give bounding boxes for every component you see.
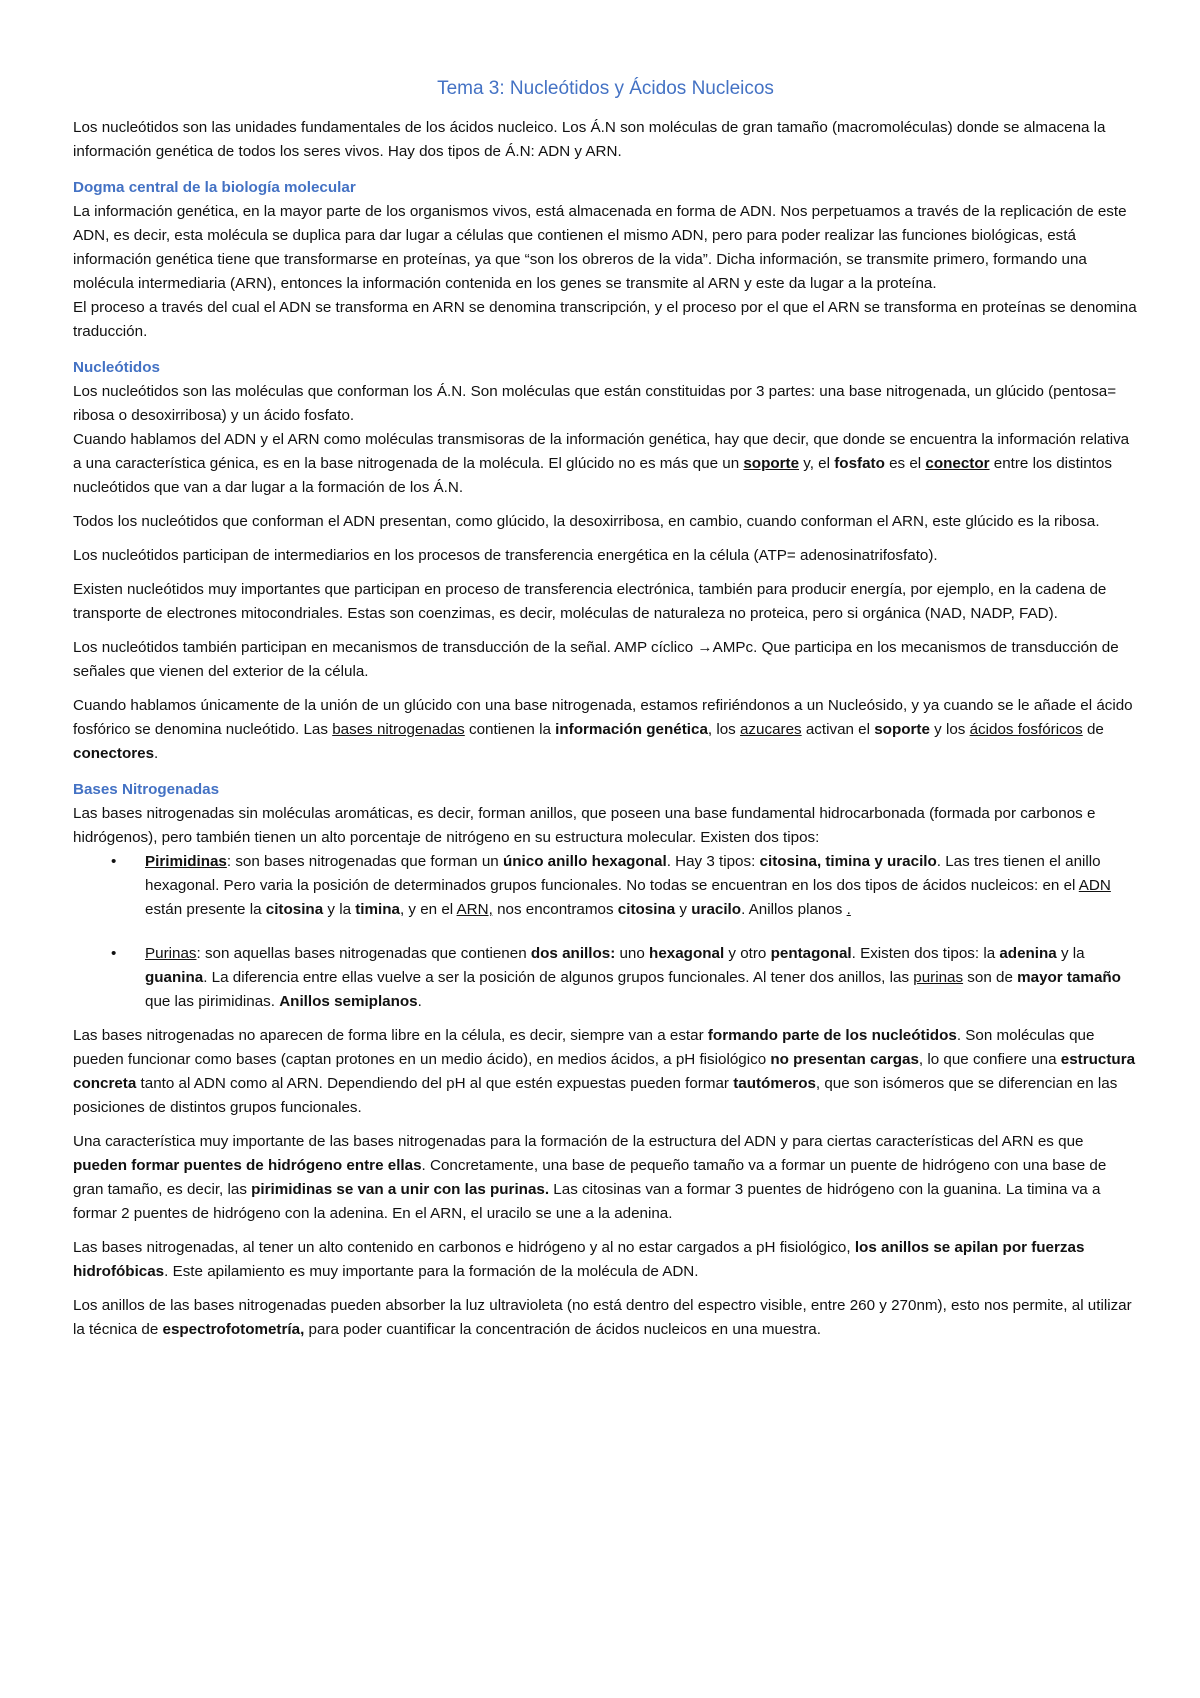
nucleotidos-paragraph-1: Los nucleótidos son las moléculas que conforman los Á.N. Son moléculas que están constituidas por 3 partes: una base nitrogenada, un glúcido (pentosa= ribosa o desoxirribosa) y un ácido fosfato. [73,383,1117,424]
bases-paragraph-2: Las bases nitrogenadas no aparecen de forma libre en la célula, es decir, siempre van a estar formando parte de los nucleótidos. Son moléculas que pueden funcionar como bases (captan protones en un medio ácido), en medios ácidos, a pH fisiológico no presentan cargas, lo que confiere una estructura concreta tanto al ADN como al ARN. Dependiendo del pH al que estén expuestas pueden formar tautómeros, que son isómeros que se diferencian en las posiciones de distintos grupos funcionales. [73,1027,1136,1116]
section-nucleotidos [73,356,1138,766]
dogma-paragraph-1: La información genética, en la mayor parte de los organismos vivos, está almacenada en forma de ADN. Nos perpetuamos a través de la replicación de este ADN, es decir, esta molécula se duplica para dar lugar a células que contienen el mismo ADN, pero para poder realizar las funciones biológicas, está información genética tiene que transformarse en proteínas, ya que “son los obreros de la vida”. Dicha información, se transmite primero, formando una molécula intermediaria (ARN), entonces la información contenida en los genes se transmite al ARN y este da lugar a la proteína. [73,203,1127,292]
bases-paragraph-4: Las bases nitrogenadas, al tener un alto contenido en carbonos e hidrógeno y al no estar cargados a pH fisiológico, los anillos se apilan por fuerzas hidrofóbicas. Este apilamiento es muy importante para la formación de la molécula de ADN. [73,1239,1085,1280]
bases-types-list [73,850,1138,1014]
heading-nucleotidos: Nucleótidos [73,359,160,376]
nucleotidos-paragraph-4: Los nucleótidos participan de intermediarios en los procesos de transferencia energética en la célula (ATP= adenosinatrifosfato). [73,547,938,564]
bullet-icon: • [111,853,117,870]
nucleotidos-paragraph-5: Existen nucleótidos muy importantes que participan en proceso de transferencia electrónica, también para producir energía, por ejemplo, en la cadena de transporte de electrones mitocondriales. Estas son coenzimas, es decir, moléculas de naturaleza no proteica, pero si orgánica (NAD, NADP, FAD). [73,581,1107,622]
nucleotidos-paragraph-7: Cuando hablamos únicamente de la unión de un glúcido con una base nitrogenada, estamos refiriéndonos a un Nucleósido, y ya cuando se le añade el ácido fosfórico se denomina nucleótido. Las bases nitrogenadas contienen la información genética, los azucares activan el soporte y los ácidos fosfóricos de conectores. [73,697,1133,762]
list-item-pirimidinas: • Pirimidinas: son bases nitrogenadas que forman un único anillo hexagonal. Hay 3 tipos: citosina, timina y uracilo. Las tres tienen el anillo hexagonal. Pero varia la posición de determinados grupos funcionales. No todas se encuentran en los dos tipos de ácidos nucleicos: en el ADN están presente la citosina y la timina, y en el ARN, nos encontramos citosina y uracilo. Anillos planos . [145,850,1138,922]
bases-paragraph-1: Las bases nitrogenadas sin moléculas aromáticas, es decir, forman anillos, que poseen una base fundamental hidrocarbonada (formada por carbonos e hidrógenos), pero también tienen un alto porcentaje de nitrógeno en su estructura molecular. Existen dos tipos: [73,805,1096,846]
document-title: Tema 3: Nucleótidos y Ácidos Nucleicos [437,78,774,99]
nucleotidos-paragraph-2: Cuando hablamos del ADN y el ARN como moléculas transmisoras de la información genética, hay que decir, que donde se encuentra la información relativa a una característica génica, es en la base nitrogenada de la molécula. El glúcido no es más que un soporte y, el fosfato es el conector entre los distintos nucleótidos que van a dar lugar a la formación de los Á.N. [73,431,1130,496]
list-item-purinas: • Purinas: son aquellas bases nitrogenadas que contienen dos anillos: uno hexagonal y otro pentagonal. Existen dos tipos: la adenina y la guanina. La diferencia entre ellas vuelve a ser la posición de algunos grupos funcionales. Al tener dos anillos, las purinas son de mayor tamaño que las pirimidinas. Anillos semiplanos. [145,942,1138,1014]
bases-paragraph-5: Los anillos de las bases nitrogenadas pueden absorber la luz ultravioleta (no está dentro del espectro visible, entre 260 y 270nm), esto nos permite, al utilizar la técnica de espectrofotometría, para poder cuantificar la concentración de ácidos nucleicos en una muestra. [73,1297,1132,1338]
nucleotidos-paragraph-6: Los nucleótidos también participan en mecanismos de transducción de la señal. AMP cíclico →AMPc. Que participa en los mecanismos de transducción de señales que vienen del exterior de la célula. [73,639,1119,680]
intro-paragraph: Los nucleótidos son las unidades fundamentales de los ácidos nucleico. Los Á.N son moléculas de gran tamaño (macromoléculas) donde se almacena la información genética de todos los seres vivos. Hay dos tipos de Á.N: ADN y ARN. [73,119,1106,160]
section-dogma [73,176,1138,344]
bases-paragraph-3: Una característica muy importante de las bases nitrogenadas para la formación de la estructura del ADN y para ciertas características del ARN es que pueden formar puentes de hidrógeno entre ellas. Concretamente, una base de pequeño tamaño va a formar un puente de hidrógeno con una base de gran tamaño, es decir, las pirimidinas se van a unir con las purinas. Las citosinas van a formar 3 puentes de hidrógeno con la guanina. La timina va a formar 2 puentes de hidrógeno con la adenina. En el ARN, el uracilo se une a la adenina. [73,1133,1107,1222]
bullet-icon: • [111,945,117,962]
nucleotidos-paragraph-3: Todos los nucleótidos que conforman el ADN presentan, como glúcido, la desoxirribosa, en cambio, cuando conforman el ARN, este glúcido es la ribosa. [73,513,1100,530]
heading-bases-nitrogenadas: Bases Nitrogenadas [73,781,220,798]
section-bases-nitrogenadas [73,778,1138,1342]
heading-dogma: Dogma central de la biología molecular [73,179,356,196]
dogma-paragraph-2: El proceso a través del cual el ADN se transforma en ARN se denomina transcripción, y el proceso por el que el ARN se transforma en proteínas se denomina traducción. [73,299,1137,340]
